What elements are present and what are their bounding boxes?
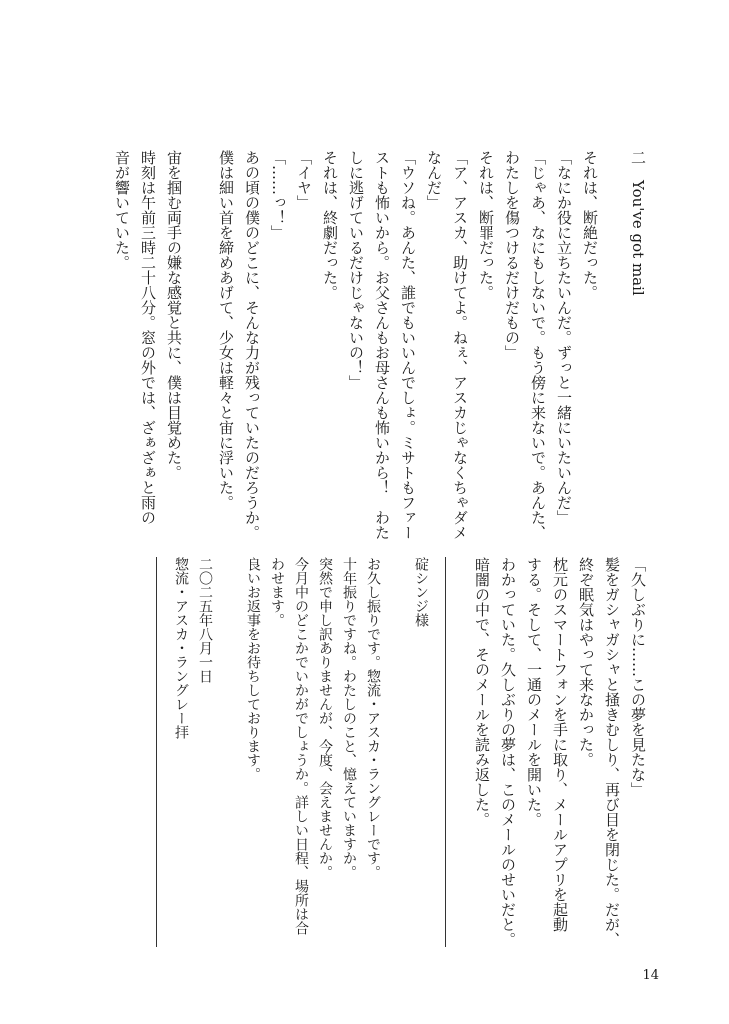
text-line: 「ア、アスカ、助けてよ。ねぇ、アスカじゃなくちゃダメ [451, 150, 469, 540]
text-line: 宙を掴む両手の嫌な感覚と共に、僕は目覚めた。 [165, 150, 183, 480]
chapter-title: 二 You've got mail [629, 150, 647, 296]
text-line: 「なにか役に立ちたいんだ。ずっと一緒にいたいんだ」 [555, 150, 573, 525]
text-line: 「イヤ」 [295, 150, 313, 210]
text-line: それは、断罪だった。 [477, 150, 495, 300]
text-line: 「……っ！」 [269, 150, 287, 240]
text-line: それは、終劇だった。 [321, 150, 339, 300]
text-line: 僕は細い首を締めあげて、少女は軽々と宙に浮いた。 [217, 150, 235, 510]
email-line: 十年振りですね。わたしのこと、憶えていますか。 [341, 557, 357, 879]
email-salutation: 碇シンジ様 [413, 557, 429, 627]
text-line: する。そして、一通のメールを開いた。 [525, 557, 543, 827]
text-line: なんだ」 [425, 150, 443, 210]
lower-text-block [469, 557, 651, 977]
main-text-block [109, 150, 651, 540]
page-number: 14 [642, 968, 659, 983]
text-line: あの頃の僕のどこに、そんな力が残っていたのだろうか。 [243, 150, 261, 540]
email-box [156, 557, 446, 947]
text-line: わたしを傷つけるだけだもの」 [503, 150, 521, 360]
text-line: 音が響いていた。 [113, 150, 131, 270]
email-line: お久し振りです。惣流・アスカ・ラングレーです。 [365, 557, 381, 879]
text-line: 時刻は午前三時二十八分。窓の外では、ざぁざぁと雨の [139, 150, 157, 525]
text-line: 終ぞ眠気はやって来なかった。 [577, 557, 595, 767]
text-line: 「ウソね。あんた、誰でもいいんでしょ。ミサトもファー [399, 150, 417, 540]
text-line: 髪をガシャガシャと掻きむしり、再び目を閉じた。だが、 [603, 557, 621, 947]
text-line: 枕元のスマートフォンを手に取り、メールアプリを起動 [551, 557, 569, 932]
email-signature: 惣流・アスカ・ラングレー拝 [173, 557, 189, 739]
email-line: 突然で申し訳ありませんが、今度、会えませんか。 [317, 557, 333, 879]
text-line: しに逃げているだけじゃないの！」 [347, 150, 365, 390]
text-line: ストも怖いから。お父さんもお母さんも怖いから！ わた [373, 150, 391, 540]
email-date: 二〇二五年八月一日 [197, 557, 213, 683]
text-line: それは、断絶だった。 [581, 150, 599, 300]
text-line: わかっていた。久しぶりの夢は、このメールのせいだと。 [499, 557, 517, 947]
email-line: わせます。 [269, 557, 285, 627]
email-line: 良いお返事をお待ちしております。 [245, 557, 261, 781]
text-line: 暗闇の中で、そのメールを読み返した。 [473, 557, 491, 827]
blank-line [187, 150, 213, 520]
text-line: 「久しぶりに……この夢を見たな」 [629, 557, 647, 797]
text-line: 「じゃあ、なにもしないで。もう傍に来ないで。あんた、 [529, 150, 547, 540]
email-line: 今月中のどこかでいかがでしょうか。詳しい日程、場所は合 [293, 557, 309, 935]
